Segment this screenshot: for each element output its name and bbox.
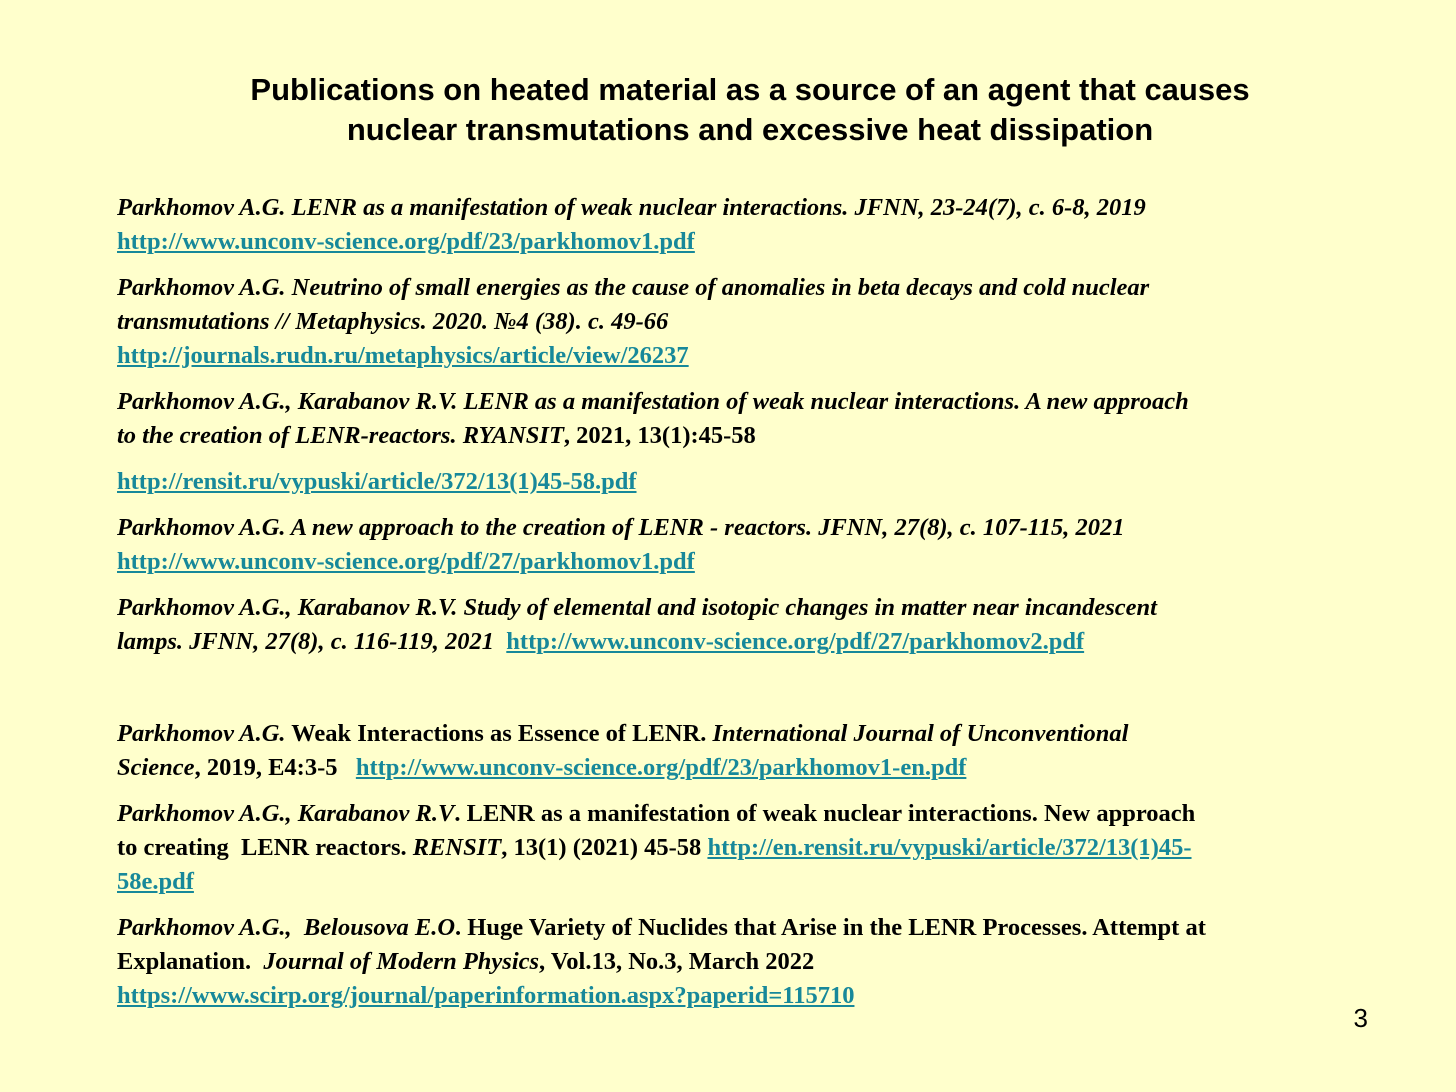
page-number: 3: [1353, 1003, 1368, 1033]
reference-item: [117, 191, 1397, 259]
reference-title: to creating LENR reactors.: [117, 834, 413, 861]
slide-title-line-2: nuclear transmutations and excessive heat dissipation: [346, 112, 1154, 147]
reference-citation: Parkhomov A.G., Karabanov R.V. Study of elemental and isotopic changes in matter near incandescent: [117, 594, 1157, 621]
reference-link[interactable]: http://www.unconv-science.org/pdf/23/parkhomov1.pdf: [117, 228, 695, 255]
reference-citation: lamps. JFNN, 27(8), c. 116-119, 2021: [117, 628, 507, 655]
reference-author: Parkhomov A.G., Belousova E.O: [117, 914, 456, 941]
reference-details: , Vol.13, No.3, March 2022: [539, 948, 815, 975]
reference-item: [117, 797, 1397, 899]
reference-link[interactable]: http://en.rensit.ru/vypuski/article/372/13(1)45-: [707, 834, 1192, 861]
reference-details: , 2021, 13(1):45-58: [563, 422, 756, 449]
reference-citation: Parkhomov A.G., Karabanov R.V. LENR as a manifestation of weak nuclear interactions. A new approach: [117, 388, 1189, 415]
slide-title: [100, 70, 1400, 150]
reference-link[interactable]: http://journals.rudn.ru/metaphysics/article/view/26237: [117, 342, 689, 369]
reference-item: [117, 911, 1397, 1013]
reference-title: . Huge Variety of Nuclides that Arise in the LENR Processes. Attempt at: [455, 914, 1206, 941]
reference-author: Parkhomov A.G.: [117, 720, 286, 747]
reference-link-continued[interactable]: 58e.pdf: [117, 868, 194, 895]
reference-item: [117, 465, 1397, 499]
reference-link[interactable]: http://www.unconv-science.org/pdf/23/parkhomov1-en.pdf: [355, 754, 967, 781]
reference-citation: Parkhomov A.G. LENR as a manifestation of weak nuclear interactions. JFNN, 23-24(7), c. 6-8, 2019: [117, 194, 1146, 221]
reference-link[interactable]: https://www.scirp.org/journal/paperinformation.aspx?paperid=115710: [117, 982, 855, 1009]
reference-item: [117, 511, 1397, 579]
reference-citation: Parkhomov A.G. Neutrino of small energies as the cause of anomalies in beta decays and cold nuclear: [117, 274, 1150, 301]
reference-title: Weak Interactions as Essence of LENR.: [285, 720, 713, 747]
reference-details: , 2019, E4:3-5: [194, 754, 356, 781]
reference-citation: transmutations // Metaphysics. 2020. №4 (38). c. 49-66: [117, 308, 669, 335]
reference-citation: to the creation of LENR-reactors. RYANSIT: [117, 422, 564, 449]
reference-link[interactable]: http://www.unconv-science.org/pdf/27/parkhomov1.pdf: [117, 548, 695, 575]
reference-item: [117, 717, 1397, 785]
slide-title-line-1: Publications on heated material as a source of an agent that causes: [250, 72, 1250, 107]
reference-details: , 13(1) (2021) 45-58: [501, 834, 708, 861]
reference-journal: Journal of Modern Physics: [263, 948, 540, 975]
reference-item: [117, 591, 1397, 659]
reference-citation: Parkhomov A.G. A new approach to the creation of LENR - reactors. JFNN, 27(8), c. 107-115, 2021: [117, 514, 1125, 541]
reference-title: Explanation.: [117, 948, 264, 975]
reference-item: [117, 271, 1397, 373]
reference-author: Parkhomov A.G., Karabanov R.V: [117, 800, 455, 827]
reference-link[interactable]: http://www.unconv-science.org/pdf/27/parkhomov2.pdf: [506, 628, 1085, 655]
reference-journal: RENSIT: [412, 834, 502, 861]
reference-journal: Science: [117, 754, 195, 781]
reference-title: . LENR as a manifestation of weak nuclear interactions. New approach: [454, 800, 1196, 827]
reference-list: [117, 191, 1397, 1025]
reference-item: [117, 385, 1397, 453]
reference-journal: International Journal of Unconventional: [712, 720, 1129, 747]
reference-link[interactable]: http://rensit.ru/vypuski/article/372/13(1)45-58.pdf: [117, 468, 637, 495]
